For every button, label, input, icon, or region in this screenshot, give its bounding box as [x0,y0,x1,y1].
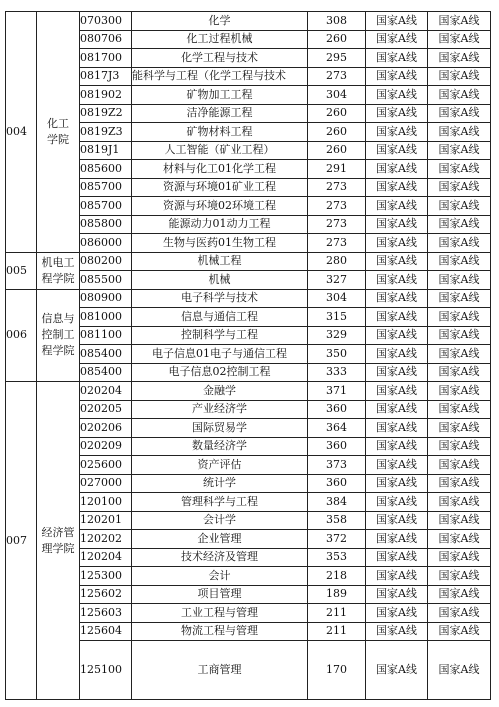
major-code-cell: 020206 [80,419,132,438]
line-cell-2: 国家A线 [428,271,491,290]
major-name-cell: 电子科学与技术 [132,289,308,308]
table-row [6,382,491,401]
major-code-cell: 120202 [80,530,132,549]
score-cell: 304 [308,86,366,105]
line-cell-1: 国家A线 [366,363,428,382]
college-name-cell: 机电工 程学院 [37,252,80,289]
major-name-cell: 数量经济学 [132,437,308,456]
score-cell: 360 [308,437,366,456]
major-name-cell: 资源与环境01矿业工程 [132,178,308,197]
line-cell-1: 国家A线 [366,474,428,493]
major-code-cell: 085400 [80,363,132,382]
score-cell: 189 [308,585,366,604]
line-cell-2: 国家A线 [428,530,491,549]
major-code-cell: 020209 [80,437,132,456]
line-cell-1: 国家A线 [366,622,428,641]
major-code-cell: 081100 [80,326,132,345]
major-name-cell: 电子信息01电子与通信工程 [132,345,308,364]
major-name-cell: 化工过程机械 [132,30,308,49]
major-code-cell: 120100 [80,493,132,512]
line-cell-2: 国家A线 [428,30,491,49]
line-cell-1: 国家A线 [366,30,428,49]
line-cell-2: 国家A线 [428,345,491,364]
line-cell-2: 国家A线 [428,456,491,475]
major-code-cell: 120201 [80,511,132,530]
score-cell: 218 [308,567,366,586]
line-cell-2: 国家A线 [428,12,491,31]
major-name-cell: 化学 [132,12,308,31]
score-cell: 308 [308,12,366,31]
major-code-cell: 125300 [80,567,132,586]
major-code-cell: 125604 [80,622,132,641]
line-cell-1: 国家A线 [366,86,428,105]
score-cell: 315 [308,308,366,327]
admission-score-table [5,11,491,700]
major-name-cell: 洁净能源工程 [132,104,308,123]
major-code-cell: 070300 [80,12,132,31]
line-cell-2: 国家A线 [428,585,491,604]
line-cell-2: 国家A线 [428,326,491,345]
line-cell-1: 国家A线 [366,456,428,475]
score-cell: 260 [308,141,366,160]
major-code-cell: 080900 [80,289,132,308]
major-name-cell: 矿物材料工程 [132,123,308,142]
major-code-cell: 085700 [80,197,132,216]
college-id-cell: 005 [6,252,37,289]
score-cell: 333 [308,363,366,382]
line-cell-2: 国家A线 [428,49,491,68]
score-cell: 273 [308,67,366,86]
major-name-cell: 资产评估 [132,456,308,475]
line-cell-1: 国家A线 [366,123,428,142]
college-id-cell: 004 [6,12,37,253]
line-cell-2: 国家A线 [428,400,491,419]
score-cell: 211 [308,622,366,641]
major-name-cell: 产业经济学 [132,400,308,419]
score-cell: 211 [308,604,366,623]
line-cell-1: 国家A线 [366,215,428,234]
major-name-cell: 会计学 [132,511,308,530]
score-cell: 358 [308,511,366,530]
line-cell-1: 国家A线 [366,437,428,456]
major-code-cell: 081000 [80,308,132,327]
line-cell-1: 国家A线 [366,548,428,567]
line-cell-2: 国家A线 [428,641,491,700]
line-cell-1: 国家A线 [366,400,428,419]
score-cell: 260 [308,30,366,49]
major-name-cell: 工业工程与管理 [132,604,308,623]
line-cell-2: 国家A线 [428,382,491,401]
line-cell-1: 国家A线 [366,382,428,401]
score-cell: 273 [308,197,366,216]
line-cell-1: 国家A线 [366,197,428,216]
major-name-cell: 项目管理 [132,585,308,604]
score-cell: 360 [308,400,366,419]
line-cell-2: 国家A线 [428,67,491,86]
line-cell-2: 国家A线 [428,123,491,142]
table-body [6,12,491,700]
line-cell-1: 国家A线 [366,252,428,271]
line-cell-2: 国家A线 [428,289,491,308]
major-name-cell: 机械工程 [132,252,308,271]
line-cell-1: 国家A线 [366,308,428,327]
major-code-cell: 125603 [80,604,132,623]
major-name-cell: 工商管理 [132,641,308,700]
line-cell-1: 国家A线 [366,641,428,700]
line-cell-2: 国家A线 [428,160,491,179]
major-code-cell: 085700 [80,178,132,197]
major-code-cell: 025600 [80,456,132,475]
major-name-cell: 化学工程与技术 [132,49,308,68]
score-cell: 170 [308,641,366,700]
line-cell-2: 国家A线 [428,567,491,586]
line-cell-2: 国家A线 [428,363,491,382]
score-cell: 291 [308,160,366,179]
major-code-cell: 0819Z3 [80,123,132,142]
major-name-cell: 人工智能（矿业工程） [132,141,308,160]
college-id-cell: 007 [6,382,37,700]
major-name-cell: 统计学 [132,474,308,493]
line-cell-2: 国家A线 [428,141,491,160]
major-name-cell: 国际贸易学 [132,419,308,438]
major-code-cell: 125100 [80,641,132,700]
line-cell-2: 国家A线 [428,474,491,493]
table-row [6,252,491,271]
line-cell-1: 国家A线 [366,585,428,604]
line-cell-1: 国家A线 [366,141,428,160]
line-cell-1: 国家A线 [366,345,428,364]
score-cell: 295 [308,49,366,68]
major-name-cell: 物流工程与管理 [132,622,308,641]
line-cell-1: 国家A线 [366,160,428,179]
major-code-cell: 086000 [80,234,132,253]
major-code-cell: 085600 [80,160,132,179]
line-cell-2: 国家A线 [428,104,491,123]
major-code-cell: 120204 [80,548,132,567]
line-cell-1: 国家A线 [366,493,428,512]
line-cell-2: 国家A线 [428,178,491,197]
line-cell-2: 国家A线 [428,215,491,234]
major-code-cell: 080706 [80,30,132,49]
major-code-cell: 0819Z2 [80,104,132,123]
line-cell-1: 国家A线 [366,104,428,123]
major-name-cell: 金融学 [132,382,308,401]
score-cell: 364 [308,419,366,438]
college-name-cell: 经济管 理学院 [37,382,80,700]
major-code-cell: 125602 [80,585,132,604]
score-cell: 327 [308,271,366,290]
major-name-cell: 控制科学与工程 [132,326,308,345]
line-cell-1: 国家A线 [366,289,428,308]
major-code-cell: 081700 [80,49,132,68]
major-code-cell: 081902 [80,86,132,105]
line-cell-2: 国家A线 [428,197,491,216]
major-name-cell: 资源与环境02环境工程 [132,197,308,216]
table-row [6,289,491,308]
score-cell: 360 [308,474,366,493]
line-cell-1: 国家A线 [366,12,428,31]
major-name-cell: 信息与通信工程 [132,308,308,327]
line-cell-2: 国家A线 [428,622,491,641]
line-cell-2: 国家A线 [428,437,491,456]
line-cell-1: 国家A线 [366,567,428,586]
score-cell: 260 [308,123,366,142]
score-cell: 384 [308,493,366,512]
major-code-cell: 0819J1 [80,141,132,160]
major-code-cell: 020204 [80,382,132,401]
score-cell: 329 [308,326,366,345]
major-name-cell: 材料与化工01化学工程 [132,160,308,179]
college-id-cell: 006 [6,289,37,382]
major-name-cell: 机械 [132,271,308,290]
major-name-cell: 能科学与工程（化学工程与技术 [132,67,308,86]
major-code-cell: 085400 [80,345,132,364]
line-cell-2: 国家A线 [428,308,491,327]
score-cell: 373 [308,456,366,475]
line-cell-2: 国家A线 [428,86,491,105]
major-name-cell: 会计 [132,567,308,586]
line-cell-2: 国家A线 [428,234,491,253]
line-cell-2: 国家A线 [428,511,491,530]
major-name-cell: 矿物加工工程 [132,86,308,105]
college-name-cell: 化工 学院 [37,12,80,253]
major-name-cell: 电子信息02控制工程 [132,363,308,382]
line-cell-2: 国家A线 [428,252,491,271]
score-cell: 372 [308,530,366,549]
line-cell-1: 国家A线 [366,604,428,623]
major-name-cell: 企业管理 [132,530,308,549]
line-cell-1: 国家A线 [366,271,428,290]
line-cell-1: 国家A线 [366,530,428,549]
line-cell-2: 国家A线 [428,604,491,623]
line-cell-1: 国家A线 [366,49,428,68]
score-cell: 280 [308,252,366,271]
major-name-cell: 技术经济及管理 [132,548,308,567]
major-code-cell: 020205 [80,400,132,419]
score-cell: 350 [308,345,366,364]
line-cell-2: 国家A线 [428,493,491,512]
college-name-cell: 信息与 控制工 程学院 [37,289,80,382]
score-cell: 260 [308,104,366,123]
table-row [6,12,491,31]
line-cell-2: 国家A线 [428,548,491,567]
score-cell: 273 [308,234,366,253]
line-cell-2: 国家A线 [428,419,491,438]
score-cell: 353 [308,548,366,567]
major-name-cell: 能源动力01动力工程 [132,215,308,234]
major-name-cell: 生物与医药01生物工程 [132,234,308,253]
line-cell-1: 国家A线 [366,178,428,197]
line-cell-1: 国家A线 [366,511,428,530]
major-code-cell: 080200 [80,252,132,271]
line-cell-1: 国家A线 [366,234,428,253]
major-code-cell: 027000 [80,474,132,493]
major-code-cell: 085800 [80,215,132,234]
line-cell-1: 国家A线 [366,67,428,86]
line-cell-1: 国家A线 [366,326,428,345]
score-cell: 371 [308,382,366,401]
major-code-cell: 0817J3 [80,67,132,86]
line-cell-1: 国家A线 [366,419,428,438]
score-cell: 273 [308,178,366,197]
score-cell: 273 [308,215,366,234]
major-name-cell: 管理科学与工程 [132,493,308,512]
major-code-cell: 085500 [80,271,132,290]
score-cell: 304 [308,289,366,308]
